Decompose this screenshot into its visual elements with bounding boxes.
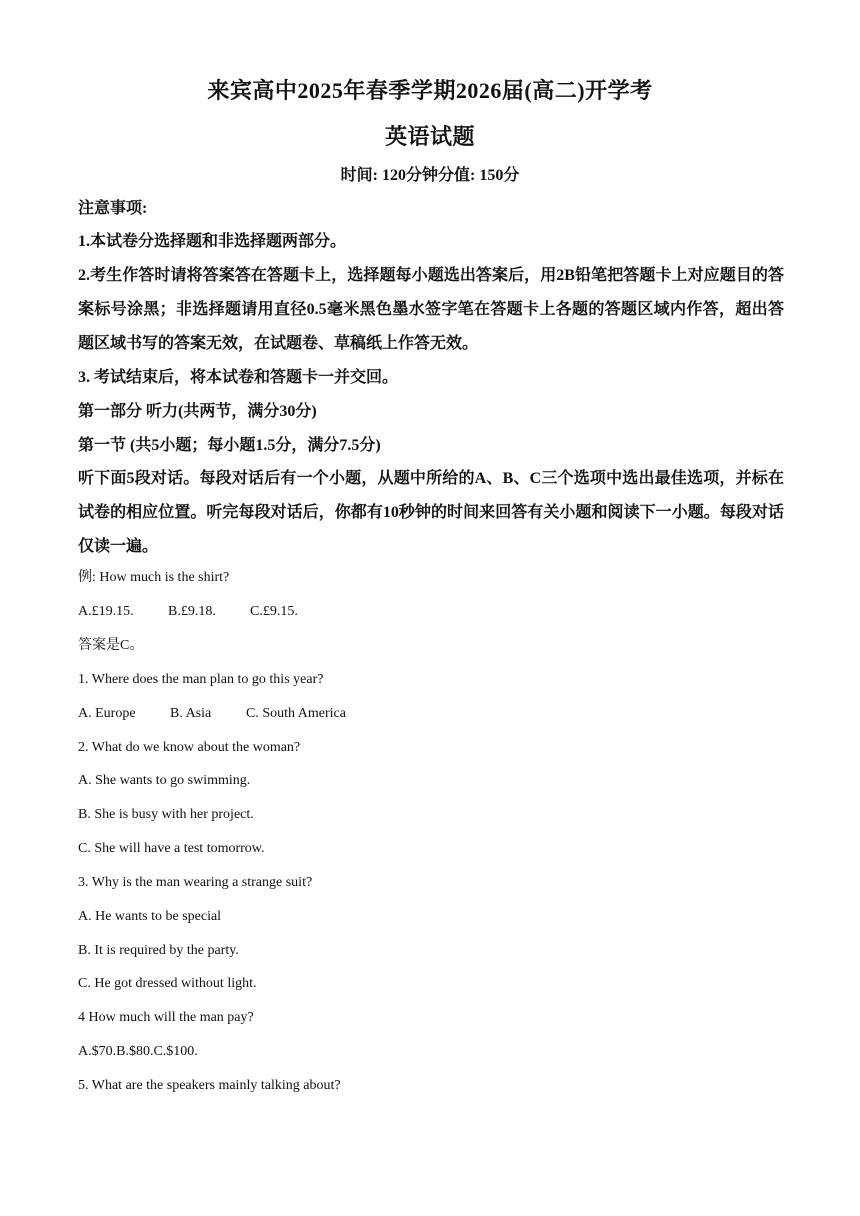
example-option-a: A.£19.15.: [78, 604, 134, 619]
question-4-options: A.$70.B.$80.C.$100.: [78, 1044, 198, 1059]
example-option-c: C.£9.15.: [250, 604, 298, 619]
example-question: 例: How much is the shirt?: [78, 570, 230, 585]
question-2-option-a: A. She wants to go swimming.: [78, 773, 251, 788]
question-2-option-c: C. She will have a test tomorrow.: [78, 841, 265, 856]
notice-item-1: 1.本试卷分选择题和非选择题两部分。: [78, 233, 347, 250]
notice-heading: 注意事项:: [78, 200, 148, 217]
exam-title: 来宾高中2025年春季学期2026届(高二)开学考: [207, 78, 653, 103]
question-3-option-a: A. He wants to be special: [78, 909, 222, 924]
notice-item-3: 3. 考试结束后，将本试卷和答题卡一并交回。: [78, 369, 399, 386]
example-options: [78, 602, 784, 622]
question-1-option-c: C. South America: [246, 706, 346, 721]
question-5: 5. What are the speakers mainly talking about?: [78, 1078, 341, 1093]
question-3-option-b: B. It is required by the party.: [78, 943, 239, 958]
question-2-option-b: B. She is busy with her project.: [78, 807, 254, 822]
exam-subtitle: 英语试题: [384, 124, 475, 149]
question-1-option-b: B. Asia: [170, 706, 212, 721]
question-1: 1. Where does the man plan to go this year?: [78, 672, 324, 687]
question-3: 3. Why is the man wearing a strange suit?: [78, 875, 313, 890]
listening-instructions: 听下面5段对话。每段对话后有一个小题，从题中所给的A、B、C三个选项中选出最佳选项，并标在试卷的相应位置。听完每段对话后，你都有10秒钟的时间来回答有关小题和阅读下一小题。每段对话仅读一遍。: [78, 470, 784, 555]
question-2: 2. What do we know about the woman?: [78, 740, 301, 755]
section-1-heading: 第一节 (共5小题；每小题1.5分，满分7.5分): [78, 437, 381, 454]
question-4: 4 How much will the man pay?: [78, 1010, 254, 1025]
notice-item-2: 2.考生作答时请将答案答在答题卡上，选择题每小题选出答案后，用2B铅笔把答题卡上对应题目的答案标号涂黑；非选择题请用直径0.5毫米黑色墨水签字笔在答题卡上各题的答题区域内作答，超出答题区域书写的答案无效，在试题卷、草稿纸上作答无效。: [78, 267, 784, 352]
example-option-b: B.£9.18.: [168, 604, 216, 619]
question-1-options: [78, 704, 784, 724]
example-answer: 答案是C。: [78, 638, 144, 653]
question-1-option-a: A. Europe: [78, 706, 136, 721]
part-1-heading: 第一部分 听力(共两节，满分30分): [78, 403, 317, 420]
time-score-line: 时间: 120分钟分值: 150分: [340, 167, 520, 184]
question-3-option-c: C. He got dressed without light.: [78, 976, 257, 991]
